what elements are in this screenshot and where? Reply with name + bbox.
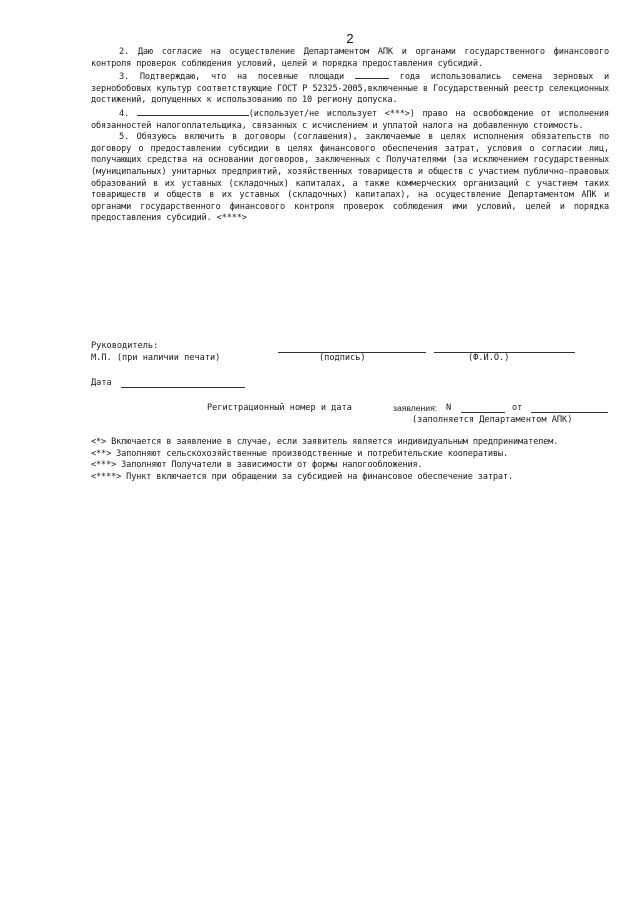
footnotes [91,437,609,483]
body-text [91,47,609,225]
registration-date-line[interactable] [531,412,608,413]
date-line[interactable] [121,387,245,388]
paragraph-5: 5. Обязуюсь включить в договоры (соглашения), заключаемые в целях исполнения обязательств по договору о предоставлении субсидии в целях финансового обеспечения затрат, условия о согласии лиц, получающих средства на основании договоров, заключенных с Получателями (за исключением государственных (муниципальных) унитарных предприятий, хозяйственных товариществ и обществ с участием публично-правовых образований в их уставных (складочных) капиталах, а также коммерческих организаций с участием таких товариществ и обществ в их уставных (складочных) капиталах), на осуществление Департаментом АПК и органами государственного финансового контроля проверок соблюдения ими условий, целей и порядка предоставления субсидий. <****> [91,132,609,224]
page-number: 2 [346,31,354,46]
registration-from-word: от [512,403,523,413]
registration-note: (заполняется Департаментом АПК) [412,414,573,425]
paragraph-3-start: 3. Подтверждаю, что на посевные площади [119,72,345,83]
registration-label-word: заявления: [393,403,438,413]
paragraph-2: 2. Даю согласие на осуществление Департаментом АПК и органами государственного финансового контроля проверок соблюдения условий, целей и порядка предоставления субсидий. [91,47,609,69]
head-label: Руководитель: [91,341,159,351]
paragraph-3 [91,70,609,107]
signature-caption: (подпись) [319,352,366,363]
name-caption: (Ф.И.О.) [468,352,510,363]
year-blank[interactable] [355,70,389,79]
registration-number-prefix: N [446,403,452,413]
paragraph-4-text: (использует/не использует <***>) право на освобождение от исполнения обязанностей налогоплательщика, связанных с исчислением и уплатой налога на добавленную стоимость. [91,108,609,131]
registration-label: Регистрационный номер и дата [207,403,352,413]
registration-number-line[interactable] [461,412,505,413]
registration-block [91,403,611,426]
applicant-name-blank[interactable] [137,107,249,116]
stamp-label: М.П. (при наличии печати) [91,352,221,363]
footnote-3: <***> Заполняют Получатели в зависимости от формы налогообложения. [91,460,423,471]
footnote-2: <**> Заполняют сельскохозяйственные производственные и потребительские кооперативы. [91,448,508,459]
footnote-4: <****> Пункт включается при обращении за субсидией на финансовое обеспечение затрат. [91,471,514,482]
paragraph-3-end: года использовались семена зерновых и зернобобовых культур соответствующие ГОСТ Р 52325-2005,включенные в Государственный реестр селекционных достижений, допущенных к использованию по 10 региону допуска. [91,72,609,106]
signature-block [91,341,611,390]
paragraph-4 [91,107,609,132]
footnote-1: <*> Включается в заявление в случае, если заявитель является индивидуальным предпринимателем. [91,437,559,447]
date-label: Дата [91,378,112,389]
paragraph-4-number: 4. [119,108,130,119]
